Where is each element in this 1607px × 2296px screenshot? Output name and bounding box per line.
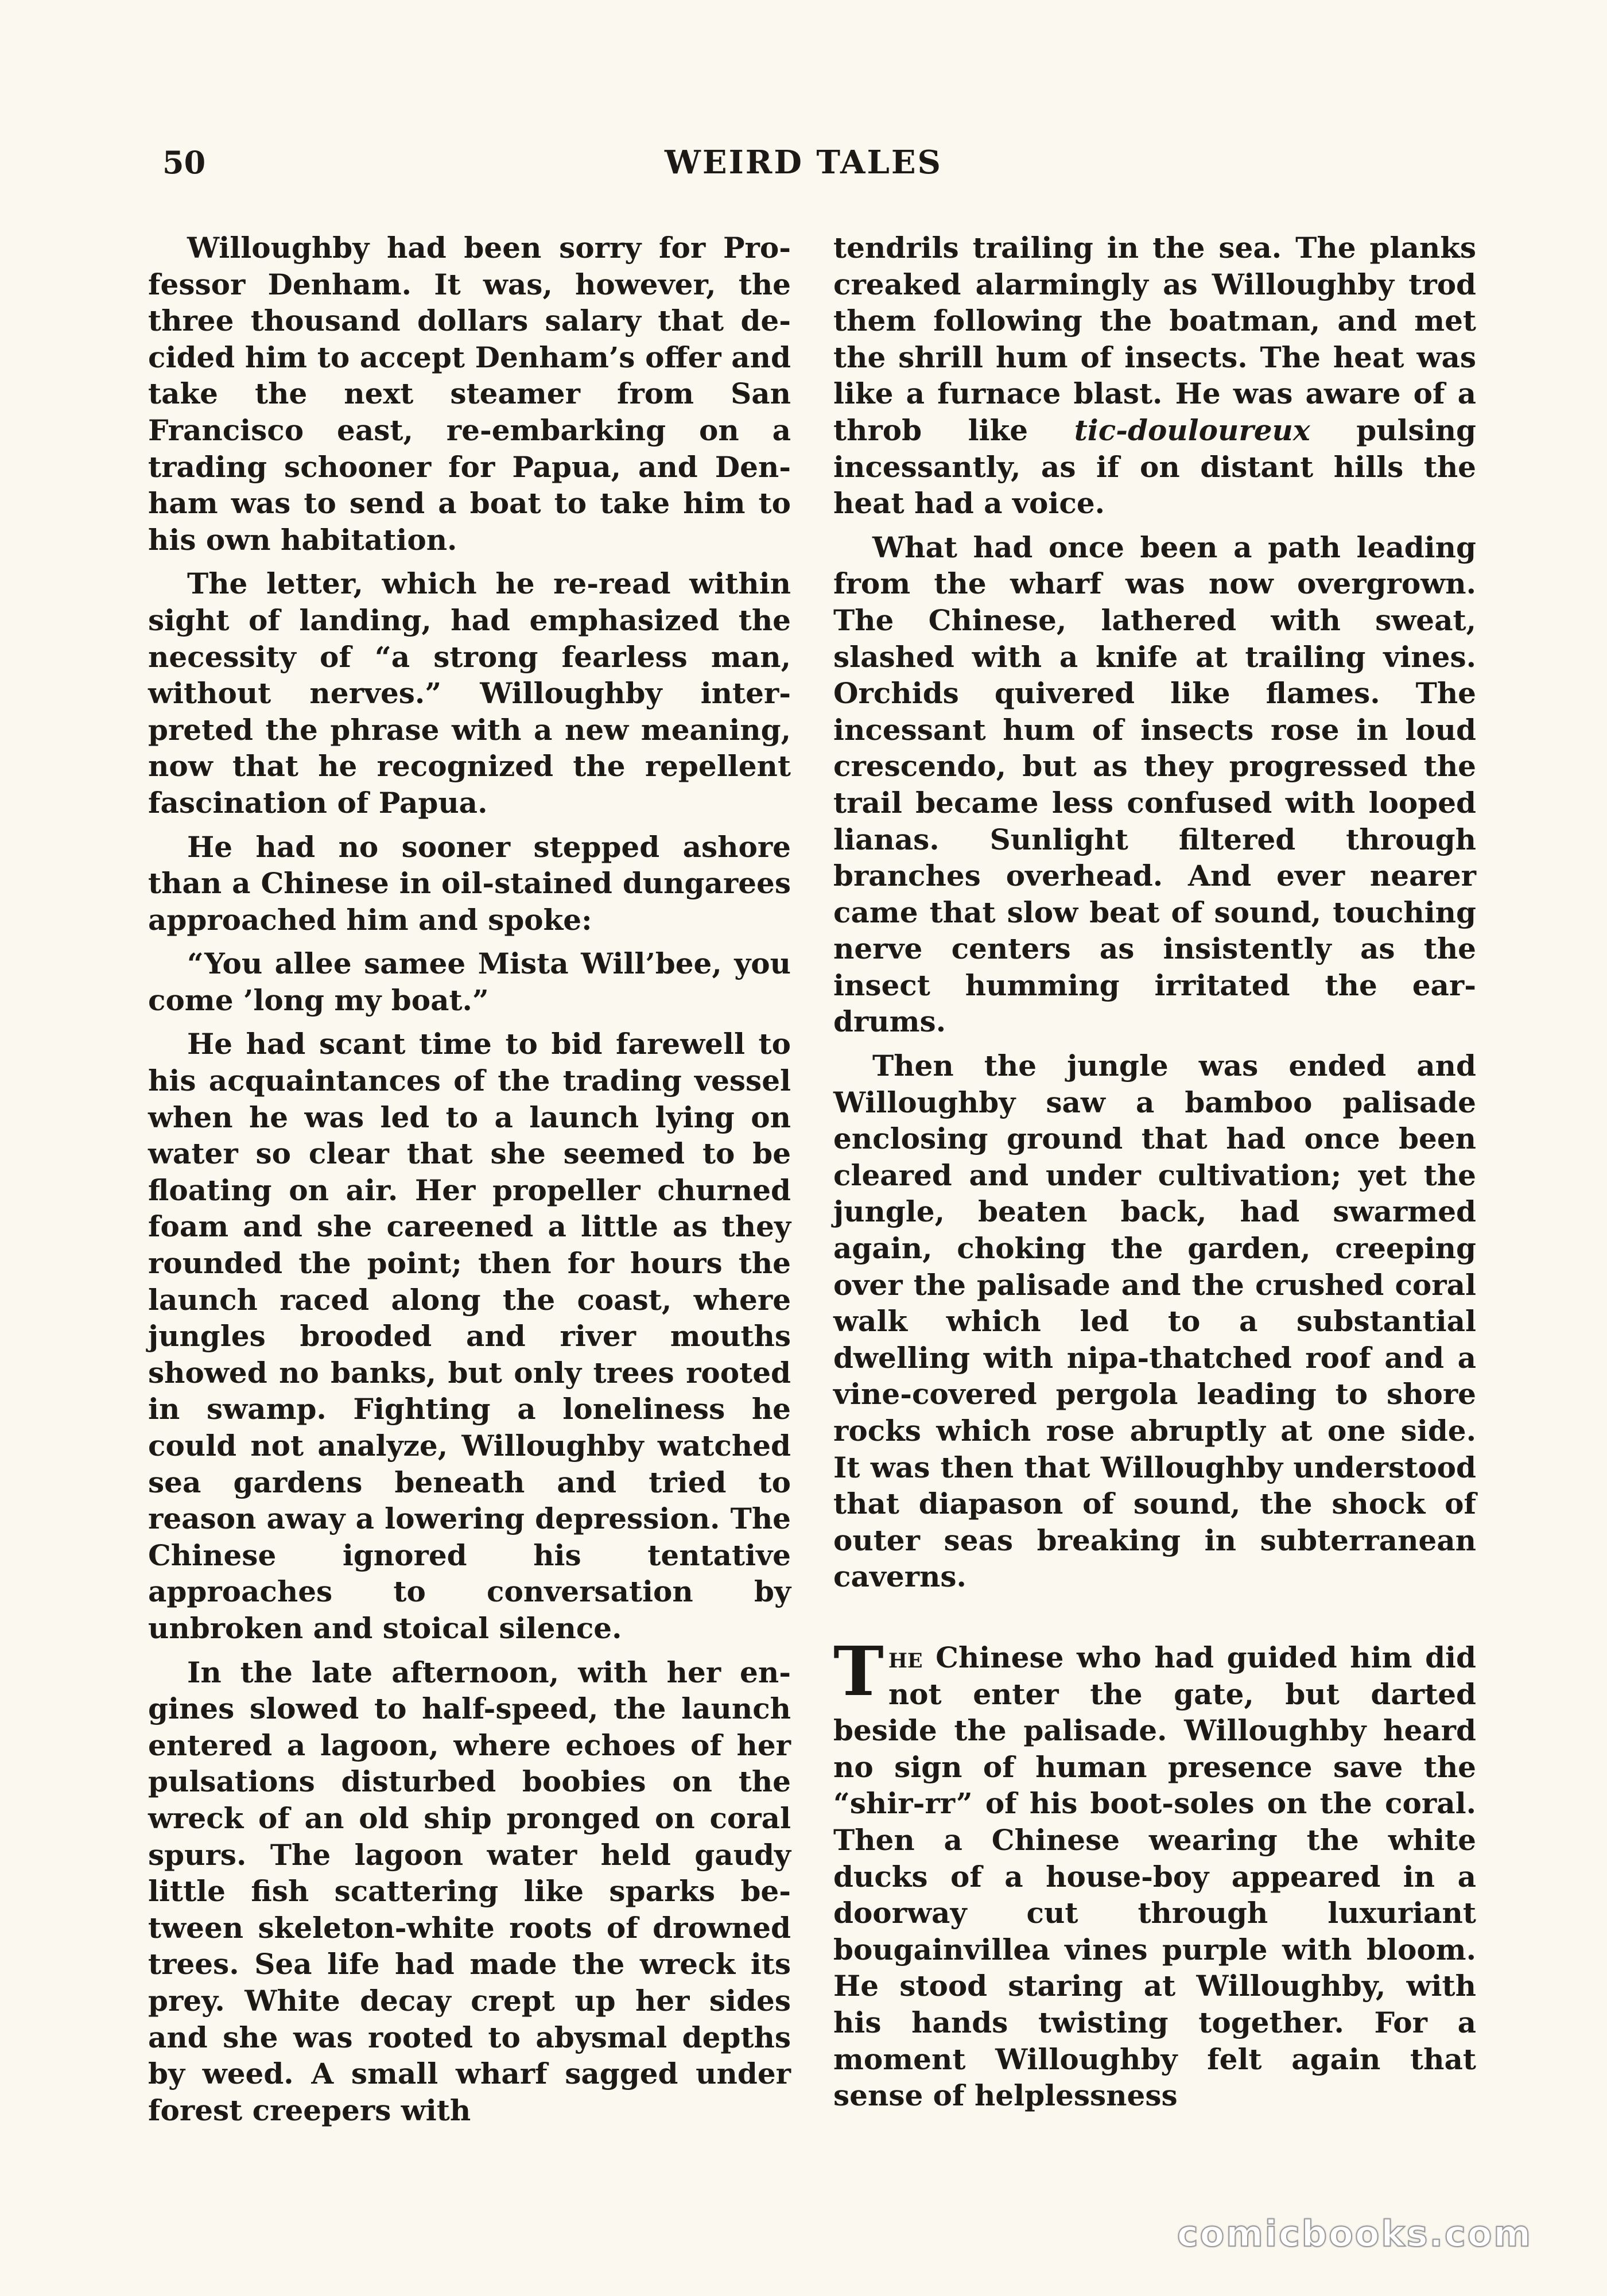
paragraph [833,1631,1476,2114]
paragraph: In the late afternoon, with her engines slowed to half-speed, the launch entered a lagoon, where echoes of her pulsations disturbed boobies on the wreck of an old ship pronged on coral spurs. The lagoon water held gaudy little fish scattering like sparks between skeleton-white roots of drowned trees. Sea life had made the wreck its prey. White decay crept up her sides and she was rooted to abysmal depths by weed. A small wharf sagged under forest creepers with [148,1655,791,2127]
paragraph-text: tendrils trailing in the sea. The planks creaked alarmingly as Willoughby trod them following the boatman, and met the shrill hum of insects. The heat was like a furnace blast. He was aware of a throb like [833,231,1476,447]
right-column [833,230,1476,2122]
italic-term: tic-douloureux [1074,413,1310,447]
paragraph: Then the jungle was ended and Willoughby saw a bamboo palisade enclosing ground that had once been cleared and under cultivation; yet the jungle, beaten back, had swarmed again, choking the garden, creeping over the palisade and the crushed coral walk which led to a substantial dwelling with nipa-thatched roof and a vine-covered pergola leading to shore rocks which rose abruptly at one side. It was then that Willoughby understood that diapason of sound, the shock of outer seas breaking in subterranean caverns. [833,1049,1476,1594]
paragraph-text: Chinese who had guided him did not enter the gate, but darted beside the palisade. Willoughby heard no sign of human presence save the “shir-rr” of his boot-soles on the coral. Then a Chinese wearing the white ducks of a house-boy appeared in a doorway cut through luxuriant bougainvillea vines purple with bloom. He stood staring at Willoughby, with his hands twisting together. For a moment Willoughby felt again that sense of helplessness [833,1640,1476,2113]
section-break [833,1603,1476,1639]
paragraph: He had scant time to bid farewell to his acquaintances of the trading vessel when he was led to a launch lying on water so clear that she seemed to be floating on air. Her propeller churned foam and she careened a little as they rounded the point; then for hours the launch raced along the coast, where jungles brooded and river mouths showed no banks, but only trees rooted in swamp. Fighting a loneliness he could not analyze, Willoughby watched sea gardens beneath and tried to reason away a lowering depression. The Chinese ignored his tentative approaches to conversation by unbroken and stoical silence. [148,1027,791,1645]
paragraph: “You allee samee Mista Will’bee, you come ’long my boat.” [148,947,791,1017]
watermark: comicbooks.com [1177,2213,1532,2255]
page-number: 50 [162,144,206,181]
paragraph: The letter, which he re-read within sight of landing, had emphasized the necessity of “a strong fearless man, without nerves.” Willoughby interpreted the phrase with a new meaning, now that he recognized the repellent fascination of Papua. [148,567,791,820]
running-title: WEIRD TALES [665,144,942,181]
paragraph: Willoughby had been sorry for Professor Denham. It was, however, the three thousand dollars salary that decided him to accept Denham’s offer and take the next steamer from San Francisco east, re-embarking on a trading schooner for Papua, and Denham was to send a boat to take him to his own habitation. [148,231,791,557]
small-caps-lead: he [888,1640,923,1674]
paragraph: He had no sooner stepped ashore than a Chinese in oil-stained dungarees approached him and spoke: [148,829,791,937]
drop-cap: T [833,1631,884,1711]
left-column [148,230,791,2136]
paragraph [833,230,1476,522]
paragraph: What had once been a path leading from the wharf was now overgrown. The Chinese, lathered with sweat, slashed with a knife at trailing vines. Orchids quivered like flames. The incessant hum of insects rose in loud crescendo, but as they progressed the trail became less confused with looped lianas. Sunlight filtered through branches overhead. And ever nearer came that slow beat of sound, touching nerve centers as insistently as the insect humming irritated the ear-drums. [833,530,1476,1039]
paragraph-text: pulsing incessantly, as if on distant hills the heat had a voice. [833,413,1477,521]
